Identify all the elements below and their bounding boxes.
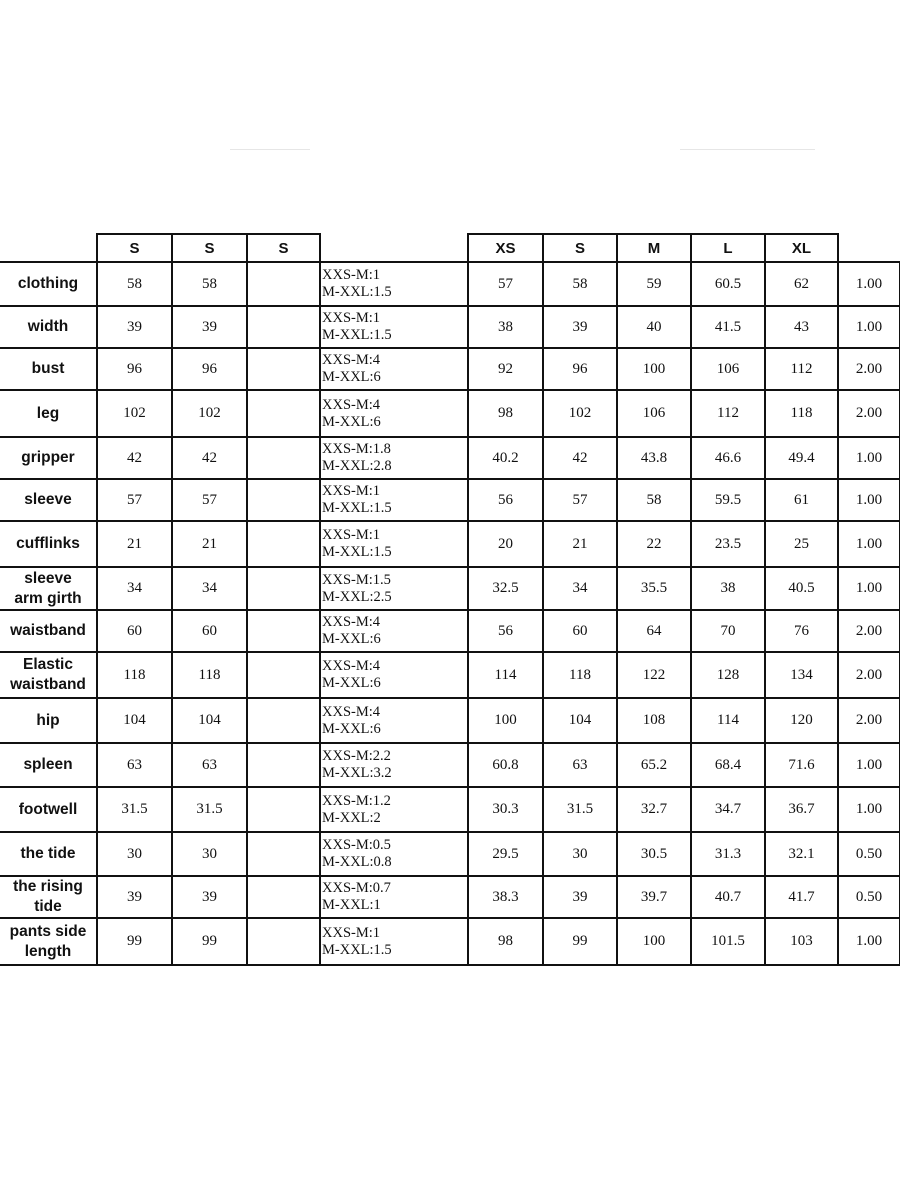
size-value: 40.5 — [788, 580, 815, 596]
measurement-label: Elastic waistband — [10, 656, 86, 693]
size-value: 120 — [790, 712, 813, 728]
size-value: 21 — [572, 535, 588, 552]
size-value: 22 — [646, 535, 662, 552]
size-value: 43.8 — [640, 449, 668, 466]
grading-rule: XXS-M:4 M-XXL:6 — [322, 703, 381, 737]
size-value: 76 — [794, 622, 809, 639]
size-value: 64 — [646, 622, 662, 639]
size-header: XL — [791, 239, 812, 257]
size-value: 41.7 — [788, 888, 815, 905]
size-value: 60.5 — [714, 275, 742, 292]
size-value: 39 — [202, 318, 217, 335]
size-value: 70 — [720, 622, 736, 639]
size-value: 71.6 — [788, 756, 815, 773]
size-value: 108 — [642, 712, 666, 728]
size-value: 134 — [790, 666, 813, 683]
measurement-label: pants side length — [9, 922, 87, 960]
size-value: 38 — [720, 580, 736, 596]
size-value: 96 — [202, 360, 217, 377]
size-value: 104 — [198, 712, 221, 728]
size-value: 62 — [794, 275, 809, 292]
size-value — [248, 263, 319, 305]
measurement-label: bust — [31, 360, 65, 377]
size-value: 57 — [498, 275, 513, 292]
size-value: 118 — [198, 666, 221, 683]
grading-rule: XXS-M:4 M-XXL:6 — [322, 396, 381, 430]
size-value: 60 — [572, 622, 588, 639]
size-value: 58 — [572, 275, 588, 292]
size-value: 29.5 — [492, 845, 519, 862]
size-value: 96 — [572, 360, 588, 377]
size-value: 100 — [642, 933, 666, 949]
size-value: 98 — [498, 405, 513, 421]
size-header: S — [574, 239, 585, 257]
size-value: 39 — [127, 318, 142, 335]
size-value: 39 — [572, 888, 588, 905]
size-value — [248, 391, 319, 436]
grading-rule: XXS-M:1 M-XXL:1.5 — [322, 267, 392, 300]
size-value: 118 — [123, 666, 146, 683]
size-value — [248, 653, 319, 697]
grading-rule: XXS-M:4 M-XXL:6 — [322, 352, 381, 385]
size-value: 31.3 — [714, 845, 742, 862]
size-value: 34 — [127, 580, 142, 596]
size-value: 40.7 — [714, 888, 742, 905]
size-value: 42 — [127, 449, 142, 466]
size-header: M — [647, 239, 661, 257]
size-value: 38.3 — [492, 888, 519, 905]
tolerance-value: 1.00 — [855, 491, 883, 508]
size-value: 98 — [498, 933, 513, 949]
size-value: 56 — [498, 622, 513, 639]
tolerance-value: 1.00 — [855, 535, 883, 552]
size-value: 60.8 — [492, 756, 519, 773]
grading-rule: XXS-M:0.5 M-XXL:0.8 — [322, 837, 392, 870]
size-value: 34 — [572, 580, 588, 596]
measurement-label: leg — [36, 404, 60, 422]
tolerance-value: 0.50 — [855, 845, 883, 862]
size-value: 39.7 — [640, 888, 668, 905]
tolerance-value: 1.00 — [855, 801, 883, 817]
size-value: 42 — [572, 449, 588, 466]
size-value: 92 — [498, 360, 513, 377]
tolerance-value: 1.00 — [855, 318, 883, 335]
size-value: 57 — [202, 491, 217, 508]
size-value: 118 — [790, 405, 813, 421]
measurement-label: waistband — [10, 622, 86, 639]
size-value: 112 — [790, 360, 813, 377]
measurement-label: sleeve — [24, 491, 72, 508]
tolerance-value: 2.00 — [855, 622, 883, 639]
size-value: 59 — [646, 275, 662, 292]
size-value: 43 — [794, 318, 809, 335]
size-value: 35.5 — [640, 580, 668, 596]
measurement-label: spleen — [23, 756, 73, 773]
size-value: 30 — [127, 845, 142, 862]
grading-rule: XXS-M:4 M-XXL:6 — [322, 658, 381, 691]
tolerance-value: 0.50 — [855, 888, 883, 905]
grading-rule: XXS-M:1 M-XXL:1.5 — [322, 527, 392, 560]
measurement-label: clothing — [17, 275, 79, 292]
grading-rule: XXS-M:1 M-XXL:1.5 — [322, 310, 392, 343]
tolerance-value: 2.00 — [855, 405, 883, 421]
size-value: 39 — [202, 888, 217, 905]
size-value: 96 — [127, 360, 142, 377]
grading-rule: XXS-M:4 M-XXL:6 — [322, 614, 381, 647]
size-value: 32.7 — [640, 801, 668, 817]
size-value: 102 — [198, 405, 221, 421]
size-value: 21 — [127, 535, 142, 552]
faint-scan-line — [680, 149, 815, 150]
size-value: 106 — [716, 360, 740, 377]
size-value: 99 — [572, 933, 588, 949]
measurement-label: footwell — [18, 800, 78, 818]
size-value: 122 — [642, 666, 666, 683]
size-value: 99 — [127, 933, 142, 949]
size-value: 32.1 — [788, 845, 815, 862]
size-value — [248, 833, 319, 875]
size-value — [248, 877, 319, 917]
size-value — [248, 788, 319, 831]
size-value — [248, 480, 319, 520]
size-value: 32.5 — [492, 580, 519, 596]
tolerance-value: 2.00 — [855, 666, 883, 683]
size-value: 104 — [123, 712, 146, 728]
size-value: 39 — [572, 318, 588, 335]
size-value: 31.5 — [566, 801, 594, 817]
size-value: 21 — [202, 535, 217, 552]
measurement-label: sleeve arm girth — [14, 569, 82, 607]
size-value — [248, 568, 319, 609]
measurement-label: width — [27, 318, 69, 335]
size-value: 31.5 — [196, 801, 223, 817]
size-value — [248, 307, 319, 347]
measurement-label: cufflinks — [16, 535, 80, 552]
size-value: 30 — [202, 845, 217, 862]
tolerance-value: 2.00 — [855, 360, 883, 377]
size-value: 114 — [494, 666, 517, 683]
grading-rule: XXS-M:1.5 M-XXL:2.5 — [322, 571, 392, 605]
size-value — [248, 919, 319, 964]
size-value: 102 — [568, 405, 592, 421]
size-value: 23.5 — [714, 535, 742, 552]
size-value: 65.2 — [640, 756, 668, 773]
size-value — [248, 744, 319, 786]
size-value: 63 — [202, 756, 217, 773]
size-value: 38 — [498, 318, 513, 335]
grading-rule: XXS-M:0.7 M-XXL:1 — [322, 880, 391, 913]
tolerance-value: 1.00 — [855, 449, 883, 466]
size-value: 30 — [572, 845, 588, 862]
size-value: 58 — [127, 275, 142, 292]
size-value: 57 — [127, 491, 142, 508]
size-value: 102 — [123, 405, 146, 421]
size-header: XS — [495, 239, 516, 257]
size-value: 20 — [498, 535, 513, 552]
size-value: 49.4 — [788, 449, 815, 466]
size-header: S — [204, 239, 215, 257]
size-value: 30.5 — [640, 845, 668, 862]
size-value: 58 — [646, 491, 662, 508]
grading-rule: XXS-M:1.8 M-XXL:2.8 — [322, 441, 392, 474]
size-value: 36.7 — [788, 801, 815, 817]
size-value — [248, 438, 319, 478]
size-value: 118 — [569, 666, 591, 683]
size-value: 60 — [202, 622, 217, 639]
grading-rule: XXS-M:1 M-XXL:1.5 — [322, 924, 392, 958]
size-value: 41.5 — [714, 318, 742, 335]
size-value: 100 — [494, 712, 517, 728]
size-value: 128 — [716, 666, 740, 683]
size-header: L — [723, 239, 733, 257]
tolerance-value: 1.00 — [855, 756, 883, 773]
tolerance-value: 1.00 — [855, 580, 883, 596]
size-value: 58 — [202, 275, 217, 292]
size-value — [248, 611, 319, 651]
size-value: 56 — [498, 491, 513, 508]
size-value: 42 — [202, 449, 217, 466]
size-value: 46.6 — [714, 449, 742, 466]
tolerance-value: 1.00 — [855, 933, 883, 949]
grading-rule: XXS-M:1.2 M-XXL:2 — [322, 792, 391, 826]
size-value: 59.5 — [714, 491, 742, 508]
size-value: 34.7 — [714, 801, 742, 817]
size-value — [248, 349, 319, 389]
size-value: 68.4 — [714, 756, 742, 773]
faint-scan-line — [230, 149, 310, 150]
size-value: 114 — [717, 712, 739, 728]
size-value: 63 — [127, 756, 142, 773]
size-value: 57 — [572, 491, 588, 508]
grading-rule: XXS-M:1 M-XXL:1.5 — [322, 483, 392, 516]
size-value: 63 — [572, 756, 588, 773]
size-value: 60 — [127, 622, 142, 639]
size-value: 40 — [646, 318, 662, 335]
size-value: 31.5 — [121, 801, 148, 817]
measurement-label: the tide — [20, 845, 76, 862]
size-value: 40.2 — [492, 449, 519, 466]
measurement-label: gripper — [21, 449, 75, 466]
measurement-label: the rising tide — [13, 878, 83, 915]
size-value: 101.5 — [711, 933, 745, 949]
size-header: S — [278, 239, 289, 257]
size-value: 39 — [127, 888, 142, 905]
size-value: 61 — [794, 491, 809, 508]
tolerance-value: 1.00 — [855, 275, 883, 292]
size-value: 34 — [202, 580, 217, 596]
size-header: S — [129, 239, 140, 257]
size-value — [248, 699, 319, 742]
size-value: 100 — [642, 360, 666, 377]
size-value: 99 — [202, 933, 217, 949]
size-value: 112 — [717, 405, 739, 421]
size-value: 106 — [642, 405, 666, 421]
measurement-label: hip — [36, 711, 60, 729]
tolerance-value: 2.00 — [855, 712, 883, 728]
size-value — [248, 522, 319, 566]
size-value: 25 — [794, 535, 809, 552]
size-value: 104 — [568, 712, 592, 728]
size-value: 30.3 — [492, 801, 519, 817]
grading-rule: XXS-M:2.2 M-XXL:3.2 — [322, 748, 392, 781]
size-value: 103 — [790, 933, 813, 949]
